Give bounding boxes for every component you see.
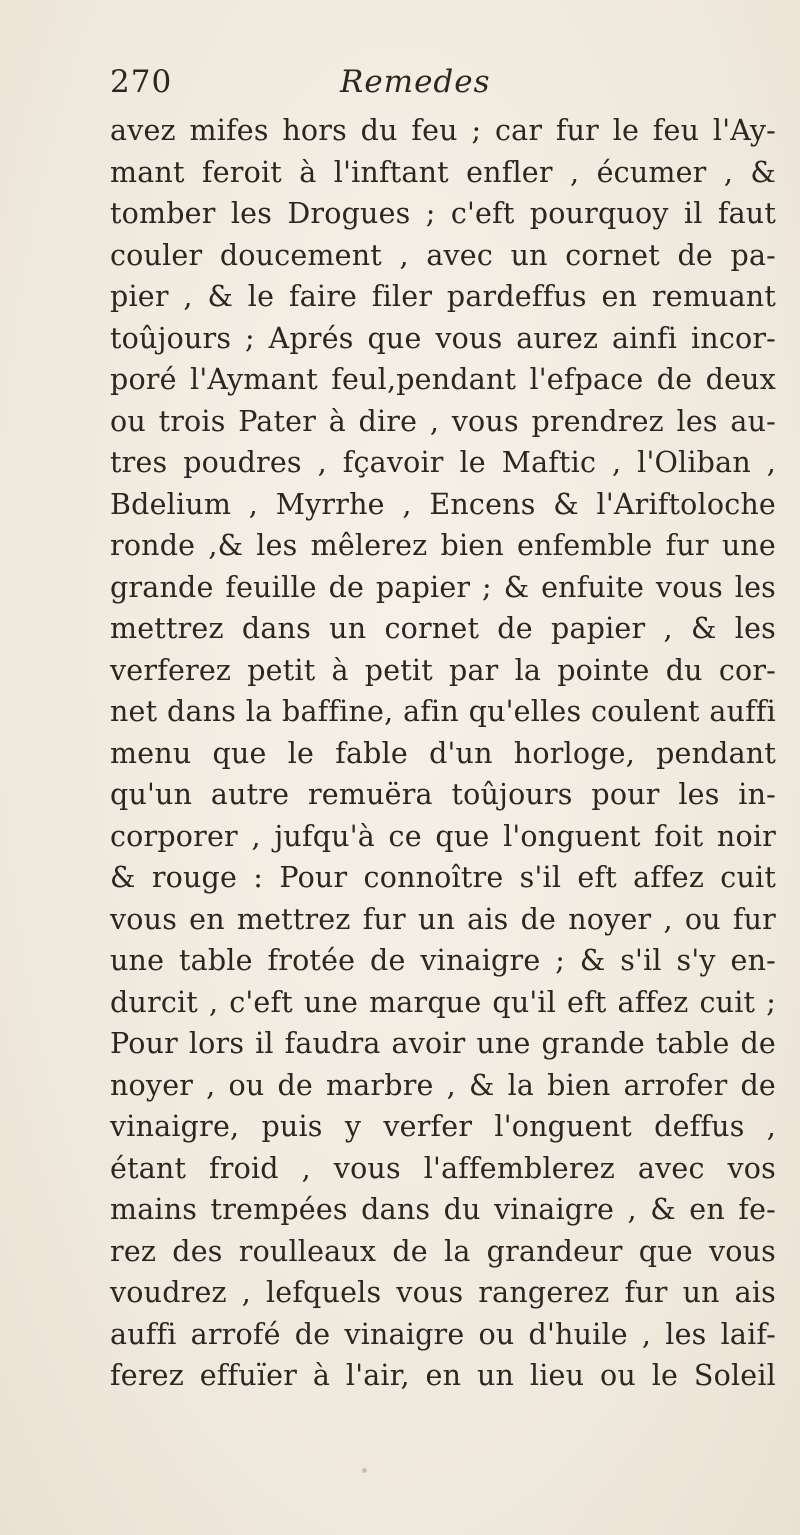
text-line: mettrez dans un cornet de papier , & les <box>110 612 776 645</box>
text-line: couler doucement , avec un cornet de pa- <box>110 238 776 272</box>
text-line: mant feroit à l'inftant enfler , écumer , & <box>110 155 776 189</box>
text-line: rez des roulleaux de la grandeur que vous <box>110 1234 776 1268</box>
text-line: qu'un autre remuëra toûjours pour les in- <box>110 778 776 811</box>
text-line: mains trempées dans du vinaigre , & en fe- <box>110 1193 776 1226</box>
running-title: Remedes <box>340 64 491 100</box>
text-line: menu que le fable d'un horloge, pendant <box>110 736 776 770</box>
text-line: corporer , jufqu'à ce que l'onguent foit noir <box>110 819 776 853</box>
text-line: tomber les Drogues ; c'eft pourquoy il faut <box>110 197 776 230</box>
text-line: verferez petit à petit par la pointe du cor- <box>110 653 776 687</box>
running-head <box>110 64 800 104</box>
text-line: grande feuille de papier ; & enfuite vous les <box>110 570 776 604</box>
text-line: toûjours ; Aprés que vous aurez ainfi incor- <box>110 321 776 355</box>
text-line: poré l'Aymant feul,pendant l'efpace de deux <box>110 363 776 396</box>
text-line: ou trois Pater à dire , vous prendrez les au- <box>110 404 776 438</box>
text-line: vous en mettrez fur un ais de noyer , ou fur <box>110 902 776 936</box>
text-line: noyer , ou de marbre , & la bien arrofer de <box>110 1068 776 1102</box>
text-line: pier , & le faire filer pardeffus en remuant <box>110 280 776 313</box>
text-line: Bdelium , Myrrhe , Encens & l'Ariftoloche <box>110 487 776 521</box>
text-line: voudrez , lefquels vous rangerez fur un ais <box>110 1276 776 1309</box>
text-line: étant froid , vous l'affemblerez avec vos <box>110 1151 776 1185</box>
text-line: durcit , c'eft une marque qu'il eft affez cuit ; <box>110 985 776 1019</box>
page-number: 270 <box>110 64 173 100</box>
text-line: & rouge : Pour connoître s'il eft affez cuit <box>110 861 776 894</box>
body-text <box>110 110 776 1397</box>
text-line: net dans la baffine, afin qu'elles coulent auffi <box>110 695 776 728</box>
text-line: ferez effuïer à l'air, en un lieu ou le Soleil <box>110 1359 776 1392</box>
text-line: avez mifes hors du feu ; car fur le feu l'Ay- <box>110 114 776 147</box>
text-line: auffi arrofé de vinaigre ou d'huile , les laif- <box>110 1317 776 1351</box>
text-line: vinaigre, puis y verfer l'onguent deffus , <box>110 1110 776 1143</box>
text-line: ronde ,& les mêlerez bien enfemble fur une <box>110 529 776 562</box>
text-line: une table frotée de vinaigre ; & s'il s'y en- <box>110 944 776 977</box>
text-line: tres poudres , fçavoir le Maftic , l'Oliban , <box>110 446 776 479</box>
text-line: Pour lors il faudra avoir une grande table de <box>110 1027 776 1060</box>
paper-speck <box>362 1468 367 1473</box>
